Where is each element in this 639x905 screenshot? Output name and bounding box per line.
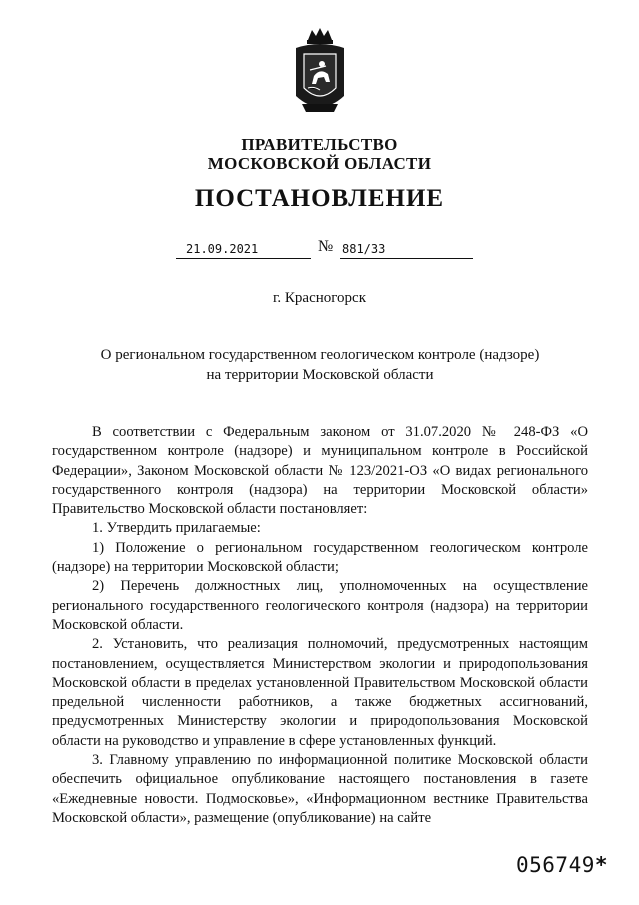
government-title-line2: МОСКОВСКОЙ ОБЛАСТИ [207,154,432,173]
number-sign: № [318,238,334,255]
document-body [52,423,588,828]
body-paragraph: 3. Главному управлению по информационной политике Московской области обеспечить официальное опубликование настоящего постановления в газете «Ежедневные новости. Подмосковье», «Информационном вестнике Правительства Московской области», размещение (опубликование) на сайте [52,752,588,826]
document-date: 21.09.2021 [176,240,311,259]
body-paragraph: 2) Перечень должностных лиц, уполномоченных на осуществление регионального государственного геологического контроля (надзора) на территории Московской области. [52,578,588,633]
document-number: 881/33 [340,240,473,259]
place-of-issue: г. Красногорск [272,290,367,306]
body-paragraph: В соответствии с Федеральным законом от 31.07.2020 № 248-ФЗ «О государственном контроле (надзоре) и муниципальном контроле в Российской Федерации», Законом Московской области № 123/2021-ОЗ «О видах регионального государственного контроля (надзора) на территории Московской области» Правительство Московской области постановляет: [52,424,588,518]
coat-of-arms-icon [292,26,348,118]
document-type: ПОСТАНОВЛЕНИЕ [194,185,445,212]
document-subject [80,345,560,385]
serial-mark: * [594,853,609,877]
document-serial-number [516,853,608,877]
government-title-line1: ПРАВИТЕЛЬСТВО [241,135,398,154]
subject-line1: О региональном государственном геологическом контроле (надзоре) [100,347,540,363]
body-paragraph: 1) Положение о региональном государственном геологическом контроле (надзоре) на территории Московской области; [52,539,588,576]
body-paragraph: 2. Установить, что реализация полномочий, предусмотренных настоящим постановлением, осуществляется Министерством экологии и природопользования Московской области в пределах установленной Правительством Московской области предельной численности работников, а также бюджетных ассигнований, предусмотренных Министерству экологии и природопользования Московской области на руководство и управление в сфере установленных функций. [52,636,588,749]
body-paragraph: 1. Утвердить прилагаемые: [92,520,261,537]
serial-number: 056749 [516,853,595,877]
subject-line2: на территории Московской области [206,367,434,383]
